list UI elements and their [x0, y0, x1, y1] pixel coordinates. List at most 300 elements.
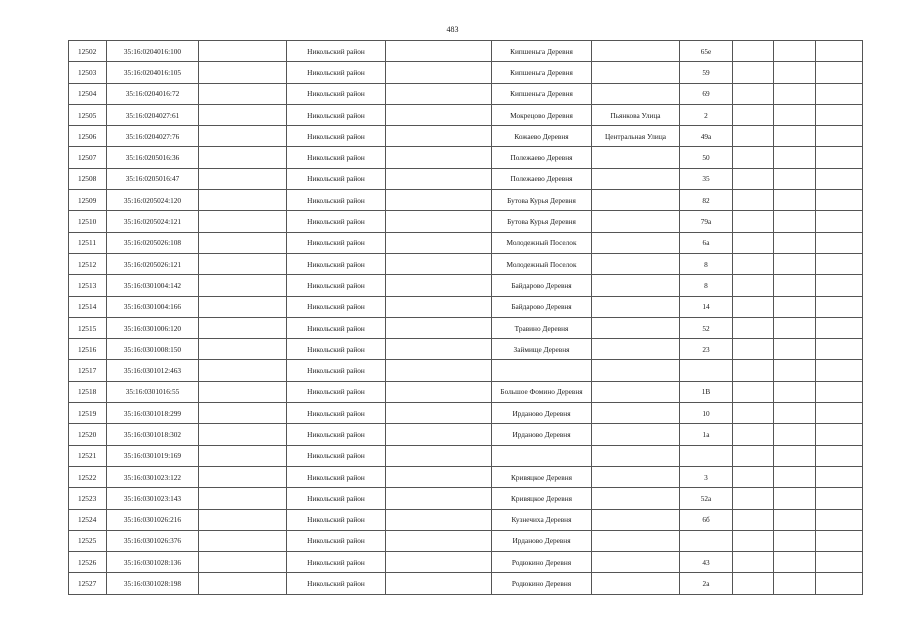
district-cell: Никольский район: [287, 573, 386, 594]
empty-cell: [386, 552, 492, 573]
row-number-cell: 12512: [69, 253, 107, 274]
table-row: [69, 62, 863, 83]
empty-cell: [733, 530, 774, 551]
empty-cell: [199, 509, 287, 530]
empty-cell: [733, 41, 774, 62]
house-number-cell: [680, 445, 733, 466]
settlement-cell: Кривяцкое Деревня: [492, 466, 592, 487]
empty-cell: [199, 126, 287, 147]
district-cell: Никольский район: [287, 253, 386, 274]
district-cell: Никольский район: [287, 424, 386, 445]
row-number-cell: 12510: [69, 211, 107, 232]
empty-cell: [386, 253, 492, 274]
empty-cell: [774, 296, 816, 317]
empty-cell: [199, 168, 287, 189]
house-number-cell: 35: [680, 168, 733, 189]
table-row: [69, 190, 863, 211]
street-cell: [592, 275, 680, 296]
street-cell: [592, 573, 680, 594]
house-number-cell: 52: [680, 317, 733, 338]
empty-cell: [386, 41, 492, 62]
empty-cell: [199, 104, 287, 125]
settlement-cell: Травино Деревня: [492, 317, 592, 338]
cadastral-number-cell: 35:16:0301023:122: [107, 466, 199, 487]
district-cell: Никольский район: [287, 339, 386, 360]
empty-cell: [386, 147, 492, 168]
empty-cell: [199, 573, 287, 594]
empty-cell: [774, 573, 816, 594]
house-number-cell: 49а: [680, 126, 733, 147]
empty-cell: [199, 147, 287, 168]
row-number-cell: 12520: [69, 424, 107, 445]
row-number-cell: 12523: [69, 488, 107, 509]
cadastral-number-cell: 35:16:0301008:150: [107, 339, 199, 360]
district-cell: Никольский район: [287, 232, 386, 253]
house-number-cell: 79а: [680, 211, 733, 232]
street-cell: [592, 445, 680, 466]
row-number-cell: 12526: [69, 552, 107, 573]
empty-cell: [816, 168, 863, 189]
empty-cell: [733, 296, 774, 317]
empty-cell: [386, 126, 492, 147]
row-number-cell: 12513: [69, 275, 107, 296]
street-cell: Пьянкова Улица: [592, 104, 680, 125]
empty-cell: [386, 296, 492, 317]
settlement-cell: Полежаево Деревня: [492, 147, 592, 168]
settlement-cell: Молодежный Поселок: [492, 232, 592, 253]
empty-cell: [733, 190, 774, 211]
empty-cell: [386, 509, 492, 530]
row-number-cell: 12508: [69, 168, 107, 189]
table-row: [69, 104, 863, 125]
district-cell: Никольский район: [287, 466, 386, 487]
page-number: 483: [446, 25, 459, 34]
empty-cell: [733, 360, 774, 381]
street-cell: [592, 530, 680, 551]
table-row: [69, 83, 863, 104]
empty-cell: [733, 445, 774, 466]
empty-cell: [733, 466, 774, 487]
empty-cell: [386, 83, 492, 104]
empty-cell: [816, 360, 863, 381]
empty-cell: [386, 62, 492, 83]
cadastral-number-cell: 35:16:0301026:216: [107, 509, 199, 530]
settlement-cell: Байдарово Деревня: [492, 296, 592, 317]
street-cell: [592, 360, 680, 381]
empty-cell: [816, 253, 863, 274]
table-row: [69, 381, 863, 402]
row-number-cell: 12522: [69, 466, 107, 487]
settlement-cell: Молодежный Поселок: [492, 253, 592, 274]
empty-cell: [816, 488, 863, 509]
row-number-cell: 12511: [69, 232, 107, 253]
row-number-cell: 12505: [69, 104, 107, 125]
cadastral-number-cell: 35:16:0205026:121: [107, 253, 199, 274]
district-cell: Никольский район: [287, 488, 386, 509]
street-cell: [592, 168, 680, 189]
settlement-cell: Родюкино Деревня: [492, 552, 592, 573]
street-cell: [592, 552, 680, 573]
settlement-cell: Ирданово Деревня: [492, 424, 592, 445]
empty-cell: [774, 360, 816, 381]
empty-cell: [774, 424, 816, 445]
row-number-cell: 12521: [69, 445, 107, 466]
district-cell: Никольский район: [287, 62, 386, 83]
street-cell: [592, 211, 680, 232]
district-cell: Никольский район: [287, 41, 386, 62]
empty-cell: [774, 466, 816, 487]
house-number-cell: 1В: [680, 381, 733, 402]
house-number-cell: 1а: [680, 424, 733, 445]
row-number-cell: 12527: [69, 573, 107, 594]
district-cell: Никольский район: [287, 126, 386, 147]
cadastral-number-cell: 35:16:0204016:72: [107, 83, 199, 104]
street-cell: [592, 317, 680, 338]
table-row: [69, 573, 863, 594]
empty-cell: [199, 445, 287, 466]
house-number-cell: [680, 530, 733, 551]
house-number-cell: 50: [680, 147, 733, 168]
settlement-cell: Кузнечиха Деревня: [492, 509, 592, 530]
table-row: [69, 253, 863, 274]
empty-cell: [386, 317, 492, 338]
empty-cell: [816, 445, 863, 466]
district-cell: Никольский район: [287, 381, 386, 402]
row-number-cell: 12516: [69, 339, 107, 360]
table-row: [69, 41, 863, 62]
empty-cell: [733, 509, 774, 530]
row-number-cell: 12524: [69, 509, 107, 530]
district-cell: Никольский район: [287, 403, 386, 424]
empty-cell: [199, 530, 287, 551]
empty-cell: [733, 62, 774, 83]
table-row: [69, 509, 863, 530]
district-cell: Никольский район: [287, 530, 386, 551]
empty-cell: [774, 275, 816, 296]
empty-cell: [774, 488, 816, 509]
settlement-cell: Займище Деревня: [492, 339, 592, 360]
district-cell: Никольский район: [287, 445, 386, 466]
empty-cell: [816, 381, 863, 402]
empty-cell: [733, 168, 774, 189]
empty-cell: [816, 147, 863, 168]
house-number-cell: 14: [680, 296, 733, 317]
cadastral-number-cell: 35:16:0301018:299: [107, 403, 199, 424]
empty-cell: [774, 232, 816, 253]
cadastral-number-cell: 35:16:0205016:36: [107, 147, 199, 168]
empty-cell: [733, 381, 774, 402]
empty-cell: [816, 232, 863, 253]
empty-cell: [386, 445, 492, 466]
table-row: [69, 317, 863, 338]
empty-cell: [733, 275, 774, 296]
empty-cell: [816, 530, 863, 551]
district-cell: Никольский район: [287, 83, 386, 104]
empty-cell: [774, 381, 816, 402]
empty-cell: [733, 424, 774, 445]
registry-table: [68, 40, 863, 595]
empty-cell: [816, 552, 863, 573]
cadastral-number-cell: 35:16:0301004:142: [107, 275, 199, 296]
cadastral-number-cell: 35:16:0204016:100: [107, 41, 199, 62]
empty-cell: [199, 211, 287, 232]
empty-cell: [199, 275, 287, 296]
empty-cell: [816, 317, 863, 338]
empty-cell: [774, 147, 816, 168]
table-row: [69, 488, 863, 509]
empty-cell: [774, 168, 816, 189]
empty-cell: [199, 317, 287, 338]
district-cell: Никольский район: [287, 509, 386, 530]
empty-cell: [774, 403, 816, 424]
empty-cell: [733, 126, 774, 147]
row-number-cell: 12519: [69, 403, 107, 424]
empty-cell: [774, 104, 816, 125]
empty-cell: [733, 552, 774, 573]
table-row: [69, 296, 863, 317]
street-cell: [592, 232, 680, 253]
empty-cell: [199, 83, 287, 104]
empty-cell: [774, 509, 816, 530]
street-cell: [592, 83, 680, 104]
cadastral-number-cell: 35:16:0301019:169: [107, 445, 199, 466]
street-cell: Центральная Улица: [592, 126, 680, 147]
settlement-cell: Кривяцкое Деревня: [492, 488, 592, 509]
house-number-cell: 2: [680, 104, 733, 125]
table-row: [69, 552, 863, 573]
cadastral-number-cell: 35:16:0204016:105: [107, 62, 199, 83]
table-row: [69, 232, 863, 253]
empty-cell: [733, 339, 774, 360]
street-cell: [592, 339, 680, 360]
row-number-cell: 12502: [69, 41, 107, 62]
empty-cell: [816, 509, 863, 530]
empty-cell: [733, 211, 774, 232]
row-number-cell: 12515: [69, 317, 107, 338]
cadastral-number-cell: 35:16:0301028:198: [107, 573, 199, 594]
empty-cell: [386, 466, 492, 487]
empty-cell: [386, 573, 492, 594]
empty-cell: [816, 296, 863, 317]
house-number-cell: 10: [680, 403, 733, 424]
empty-cell: [199, 381, 287, 402]
house-number-cell: 6а: [680, 232, 733, 253]
settlement-cell: [492, 360, 592, 381]
table-row: [69, 147, 863, 168]
row-number-cell: 12525: [69, 530, 107, 551]
empty-cell: [816, 573, 863, 594]
row-number-cell: 12509: [69, 190, 107, 211]
empty-cell: [386, 232, 492, 253]
house-number-cell: 8: [680, 253, 733, 274]
street-cell: [592, 147, 680, 168]
empty-cell: [386, 403, 492, 424]
row-number-cell: 12517: [69, 360, 107, 381]
empty-cell: [816, 126, 863, 147]
cadastral-number-cell: 35:16:0204027:61: [107, 104, 199, 125]
empty-cell: [774, 317, 816, 338]
district-cell: Никольский район: [287, 275, 386, 296]
empty-cell: [386, 104, 492, 125]
empty-cell: [199, 41, 287, 62]
settlement-cell: Байдарово Деревня: [492, 275, 592, 296]
empty-cell: [386, 530, 492, 551]
empty-cell: [816, 211, 863, 232]
empty-cell: [199, 552, 287, 573]
street-cell: [592, 381, 680, 402]
empty-cell: [199, 296, 287, 317]
street-cell: [592, 190, 680, 211]
empty-cell: [733, 232, 774, 253]
empty-cell: [199, 339, 287, 360]
empty-cell: [774, 552, 816, 573]
street-cell: [592, 488, 680, 509]
house-number-cell: 8: [680, 275, 733, 296]
cadastral-number-cell: 35:16:0301026:376: [107, 530, 199, 551]
table-row: [69, 530, 863, 551]
empty-cell: [733, 104, 774, 125]
house-number-cell: 23: [680, 339, 733, 360]
row-number-cell: 12518: [69, 381, 107, 402]
table-row: [69, 339, 863, 360]
house-number-cell: 82: [680, 190, 733, 211]
cadastral-number-cell: 35:16:0205024:120: [107, 190, 199, 211]
district-cell: Никольский район: [287, 104, 386, 125]
row-number-cell: 12507: [69, 147, 107, 168]
row-number-cell: 12506: [69, 126, 107, 147]
empty-cell: [199, 62, 287, 83]
empty-cell: [386, 275, 492, 296]
empty-cell: [386, 339, 492, 360]
house-number-cell: 59: [680, 62, 733, 83]
empty-cell: [816, 424, 863, 445]
empty-cell: [199, 253, 287, 274]
settlement-cell: [492, 445, 592, 466]
cadastral-number-cell: 35:16:0301006:120: [107, 317, 199, 338]
table-row: [69, 275, 863, 296]
empty-cell: [733, 83, 774, 104]
settlement-cell: Бутова Курья Деревня: [492, 190, 592, 211]
empty-cell: [386, 211, 492, 232]
cadastral-number-cell: 35:16:0205024:121: [107, 211, 199, 232]
row-number-cell: 12504: [69, 83, 107, 104]
cadastral-number-cell: 35:16:0205016:47: [107, 168, 199, 189]
district-cell: Никольский район: [287, 211, 386, 232]
cadastral-number-cell: 35:16:0205026:108: [107, 232, 199, 253]
house-number-cell: 2а: [680, 573, 733, 594]
empty-cell: [816, 190, 863, 211]
empty-cell: [199, 232, 287, 253]
house-number-cell: [680, 360, 733, 381]
settlement-cell: Бутова Курья Деревня: [492, 211, 592, 232]
cadastral-number-cell: 35:16:0301018:302: [107, 424, 199, 445]
district-cell: Никольский район: [287, 296, 386, 317]
house-number-cell: 3: [680, 466, 733, 487]
empty-cell: [816, 275, 863, 296]
row-number-cell: 12514: [69, 296, 107, 317]
house-number-cell: 52а: [680, 488, 733, 509]
cadastral-number-cell: 35:16:0301016:55: [107, 381, 199, 402]
empty-cell: [386, 381, 492, 402]
district-cell: Никольский район: [287, 552, 386, 573]
empty-cell: [774, 530, 816, 551]
row-number-cell: 12503: [69, 62, 107, 83]
settlement-cell: Кипшеньга Деревня: [492, 41, 592, 62]
empty-cell: [199, 403, 287, 424]
settlement-cell: Родюкино Деревня: [492, 573, 592, 594]
empty-cell: [774, 445, 816, 466]
empty-cell: [774, 41, 816, 62]
empty-cell: [816, 83, 863, 104]
table-row: [69, 445, 863, 466]
empty-cell: [774, 83, 816, 104]
empty-cell: [386, 424, 492, 445]
table-row: [69, 168, 863, 189]
table-row: [69, 424, 863, 445]
empty-cell: [774, 126, 816, 147]
settlement-cell: Ирданово Деревня: [492, 530, 592, 551]
cadastral-number-cell: 35:16:0301012:463: [107, 360, 199, 381]
cadastral-number-cell: 35:16:0301028:136: [107, 552, 199, 573]
street-cell: [592, 403, 680, 424]
street-cell: [592, 62, 680, 83]
settlement-cell: Мокрецово Деревня: [492, 104, 592, 125]
street-cell: [592, 253, 680, 274]
district-cell: Никольский район: [287, 360, 386, 381]
table-row: [69, 403, 863, 424]
house-number-cell: 6б: [680, 509, 733, 530]
empty-cell: [774, 211, 816, 232]
empty-cell: [733, 573, 774, 594]
street-cell: [592, 509, 680, 530]
district-cell: Никольский район: [287, 317, 386, 338]
settlement-cell: Ирданово Деревня: [492, 403, 592, 424]
settlement-cell: Кипшеньга Деревня: [492, 62, 592, 83]
empty-cell: [199, 190, 287, 211]
empty-cell: [774, 339, 816, 360]
empty-cell: [816, 466, 863, 487]
cadastral-number-cell: 35:16:0301023:143: [107, 488, 199, 509]
empty-cell: [816, 41, 863, 62]
street-cell: [592, 296, 680, 317]
empty-cell: [386, 488, 492, 509]
cadastral-number-cell: 35:16:0204027:76: [107, 126, 199, 147]
street-cell: [592, 466, 680, 487]
table-row: [69, 466, 863, 487]
house-number-cell: 69: [680, 83, 733, 104]
empty-cell: [386, 190, 492, 211]
empty-cell: [774, 190, 816, 211]
empty-cell: [733, 317, 774, 338]
empty-cell: [733, 403, 774, 424]
empty-cell: [774, 253, 816, 274]
settlement-cell: Кипшеньга Деревня: [492, 83, 592, 104]
empty-cell: [816, 339, 863, 360]
settlement-cell: Кожаево Деревня: [492, 126, 592, 147]
district-cell: Никольский район: [287, 190, 386, 211]
empty-cell: [386, 360, 492, 381]
empty-cell: [733, 253, 774, 274]
table-row: [69, 211, 863, 232]
settlement-cell: Большое Фомино Деревня: [492, 381, 592, 402]
district-cell: Никольский район: [287, 147, 386, 168]
empty-cell: [816, 403, 863, 424]
cadastral-number-cell: 35:16:0301004:166: [107, 296, 199, 317]
empty-cell: [199, 424, 287, 445]
empty-cell: [733, 488, 774, 509]
settlement-cell: Полежаево Деревня: [492, 168, 592, 189]
street-cell: [592, 424, 680, 445]
